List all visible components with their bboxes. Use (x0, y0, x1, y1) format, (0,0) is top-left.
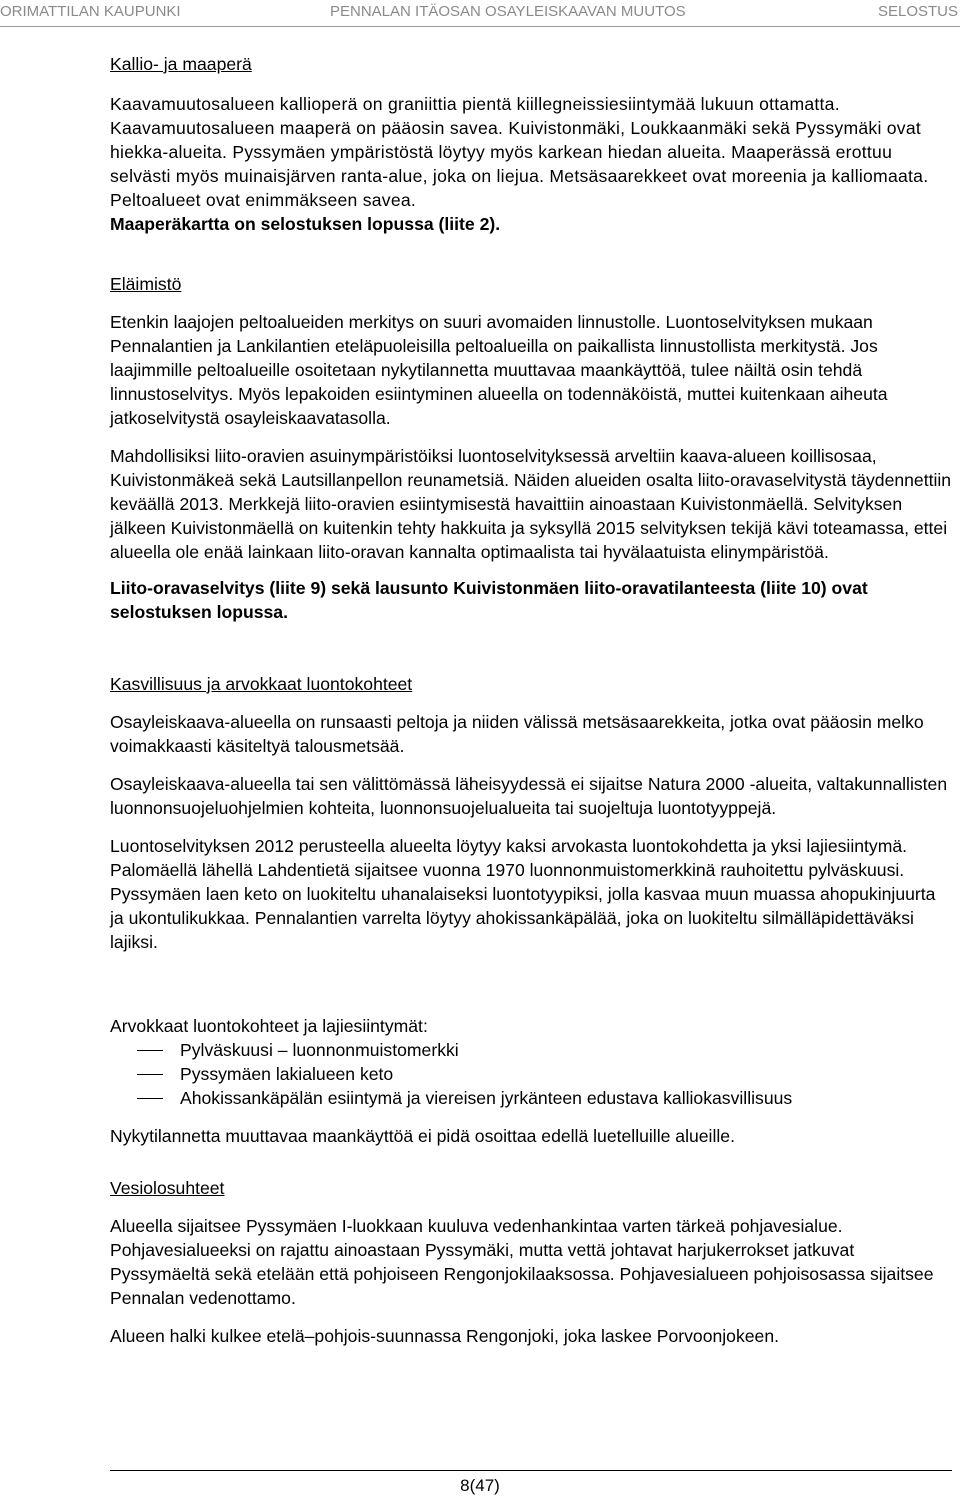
page-header (0, 0, 960, 24)
page-number: 8(47) (460, 1476, 500, 1495)
header-document-title: PENNALAN ITÄOSAN OSAYLEISKAAVAN MUUTOS (330, 3, 686, 20)
list-item: Pyssymäen lakialueen keto (110, 1062, 952, 1086)
paragraph-elaimisto-2: Mahdollisiksi liito-oravien asuinympäristöiksi luontoselvityksessä arveltiin kaava-alueen koillisosaa, Kuivistonmäkeä sekä Lautsillanpellon reunametsiä. Näiden alueiden osalta liito-oravaselvitystä täydennettiin keväällä 2013. Merkkejä liito-oravien esiintymisestä havaittiin ainoastaan Kuivistonmäellä. Selvityksen jälkeen Kuivistonmäellä on kuitenkin tehty hakkuita ja syksyllä 2015 selvityksen tekijä kävi toteamassa, ettei alueella ole enää lainkaan liito-oravan kannalta optimaalista tai hyvälaatuista elinympäristöä. (110, 446, 952, 562)
list-item: Pylväskuusi – luonnonmuistomerkki (110, 1038, 952, 1062)
header-organization: ORIMATTILAN KAUPUNKI (0, 3, 181, 20)
paragraph-kasvillisuus-1: Osayleiskaava-alueella on runsaasti peltoja ja niiden välissä metsäsaarekkeita, jotka ovat pääosin melko voimakkaasti käsiteltyä talousmetsää. (110, 712, 924, 756)
heading-vesiolosuhteet: Vesiolosuhteet (110, 1178, 225, 1198)
heading-kasvillisuus: Kasvillisuus ja arvokkaat luontokohteet (110, 674, 413, 694)
paragraph-arvokkaat-intro: Arvokkaat luontokohteet ja lajiesiintymät: (110, 1016, 428, 1036)
paragraph-kasvillisuus-2: Osayleiskaava-alueella tai sen välittömässä läheisyydessä ei sijaitse Natura 2000 -alueita, valtakunnallisten luonnonsuojeluohjelmien kohteita, luonnonsuojelualueita tai suojeltuja luontotyyppejä. (110, 774, 948, 818)
document-body (110, 52, 952, 1348)
heading-elaimisto: Eläimistö (110, 274, 182, 294)
heading-kallio-ja-maapera: Kallio- ja maaperä (110, 54, 252, 74)
paragraph-elaimisto-1: Etenkin laajojen peltoalueiden merkitys on suuri avomaiden linnustolle. Luontoselvityksen mukaan Pennalantien ja Lankilantien eteläpuoleisilla peltoalueilla on paikallista linnustollista merkitystä. Jos laajimmille peltoalueille osoitetaan nykytilannetta muuttavaa maankäyttöä, tulee näiltä osin tehdä linnustoselvitys. Myös lepakoiden esiintyminen alueella on todennäköistä, muttei kuitenkaan aiheuta jatkoselvitystä osayleiskaavatasolla. (110, 312, 888, 428)
paragraph-arvokkaat-note: Nykytilannetta muuttavaa maankäyttöä ei pidä osoittaa edellä luetelluille alueille. (110, 1126, 735, 1146)
arvokkaat-list (110, 1038, 952, 1110)
paragraph-vesiolosuhteet-1: Alueella sijaitsee Pyssymäen I-luokkaan kuuluva vedenhankintaa varten tärkeä pohjavesialue. Pohjavesialueeksi on rajattu ainoastaan Pyssymäki, mutta vettä johtavat harjukerrokset jatkuvat Pyssymäeltä sekä etelään että pohjoiseen Rengonjokilaaksossa. Pohjavesialueen pohjoisosassa sijaitsee Pennalan vedenottamo. (110, 1216, 934, 1308)
list-item: Ahokissankäpälän esiintymä ja viereisen jyrkänteen edustava kalliokasvillisuus (110, 1086, 952, 1110)
footer-divider (110, 1470, 952, 1471)
header-document-type: SELOSTUS (877, 3, 958, 20)
paragraph-elaimisto-liite: Liito-oravaselvitys (liite 9) sekä lausunto Kuivistonmäen liito-oravatilanteesta (liite 10) ovat selostuksen lopussa. (110, 578, 868, 622)
paragraph-kasvillisuus-3: Luontoselvityksen 2012 perusteella alueelta löytyy kaksi arvokasta luontokohdetta ja yksi lajiesiintymä. Palomäellä lähellä Lahdentietä sijaitsee vuonna 1970 luonnonmuistomerkkinä rauhoitettu pylväskuusi. Pyssymäen laen keto on luokiteltu uhanalaiseksi luontotyypiksi, jolla kasvaa muun muassa ahopukinjuurta ja ukontulikukkaa. Pennalantien varrelta löytyy ahokissankäpälää, joka on luokiteltu silmälläpidettäväksi lajiksi. (110, 836, 936, 952)
paragraph-kallio-liite: Maaperäkartta on selostuksen lopussa (liite 2). (110, 214, 501, 234)
header-divider (0, 26, 960, 27)
paragraph-vesiolosuhteet-2: Alueen halki kulkee etelä–pohjois-suunnassa Rengonjoki, joka laskee Porvoonjokeen. (110, 1326, 780, 1346)
paragraph-kallio-1: Kaavamuutosalueen kallioperä on graniittia pientä kiillegneissiesiintymää lukuun ottamatta. Kaavamuutosalueen maaperä on pääosin savea. Kuivistonmäki, Loukkaanmäki sekä Pyssymäki ovat hiekka-alueita. Pyssymäen ympäristöstä löytyy myös karkean hiedan alueita. Maaperässä erottuu selvästi myös muinaisjärven ranta-alue, joka on liejua. Metsäsaarekkeet ovat moreenia ja kalliomaata. Peltoalueet ovat enimmäkseen savea. (110, 94, 929, 210)
